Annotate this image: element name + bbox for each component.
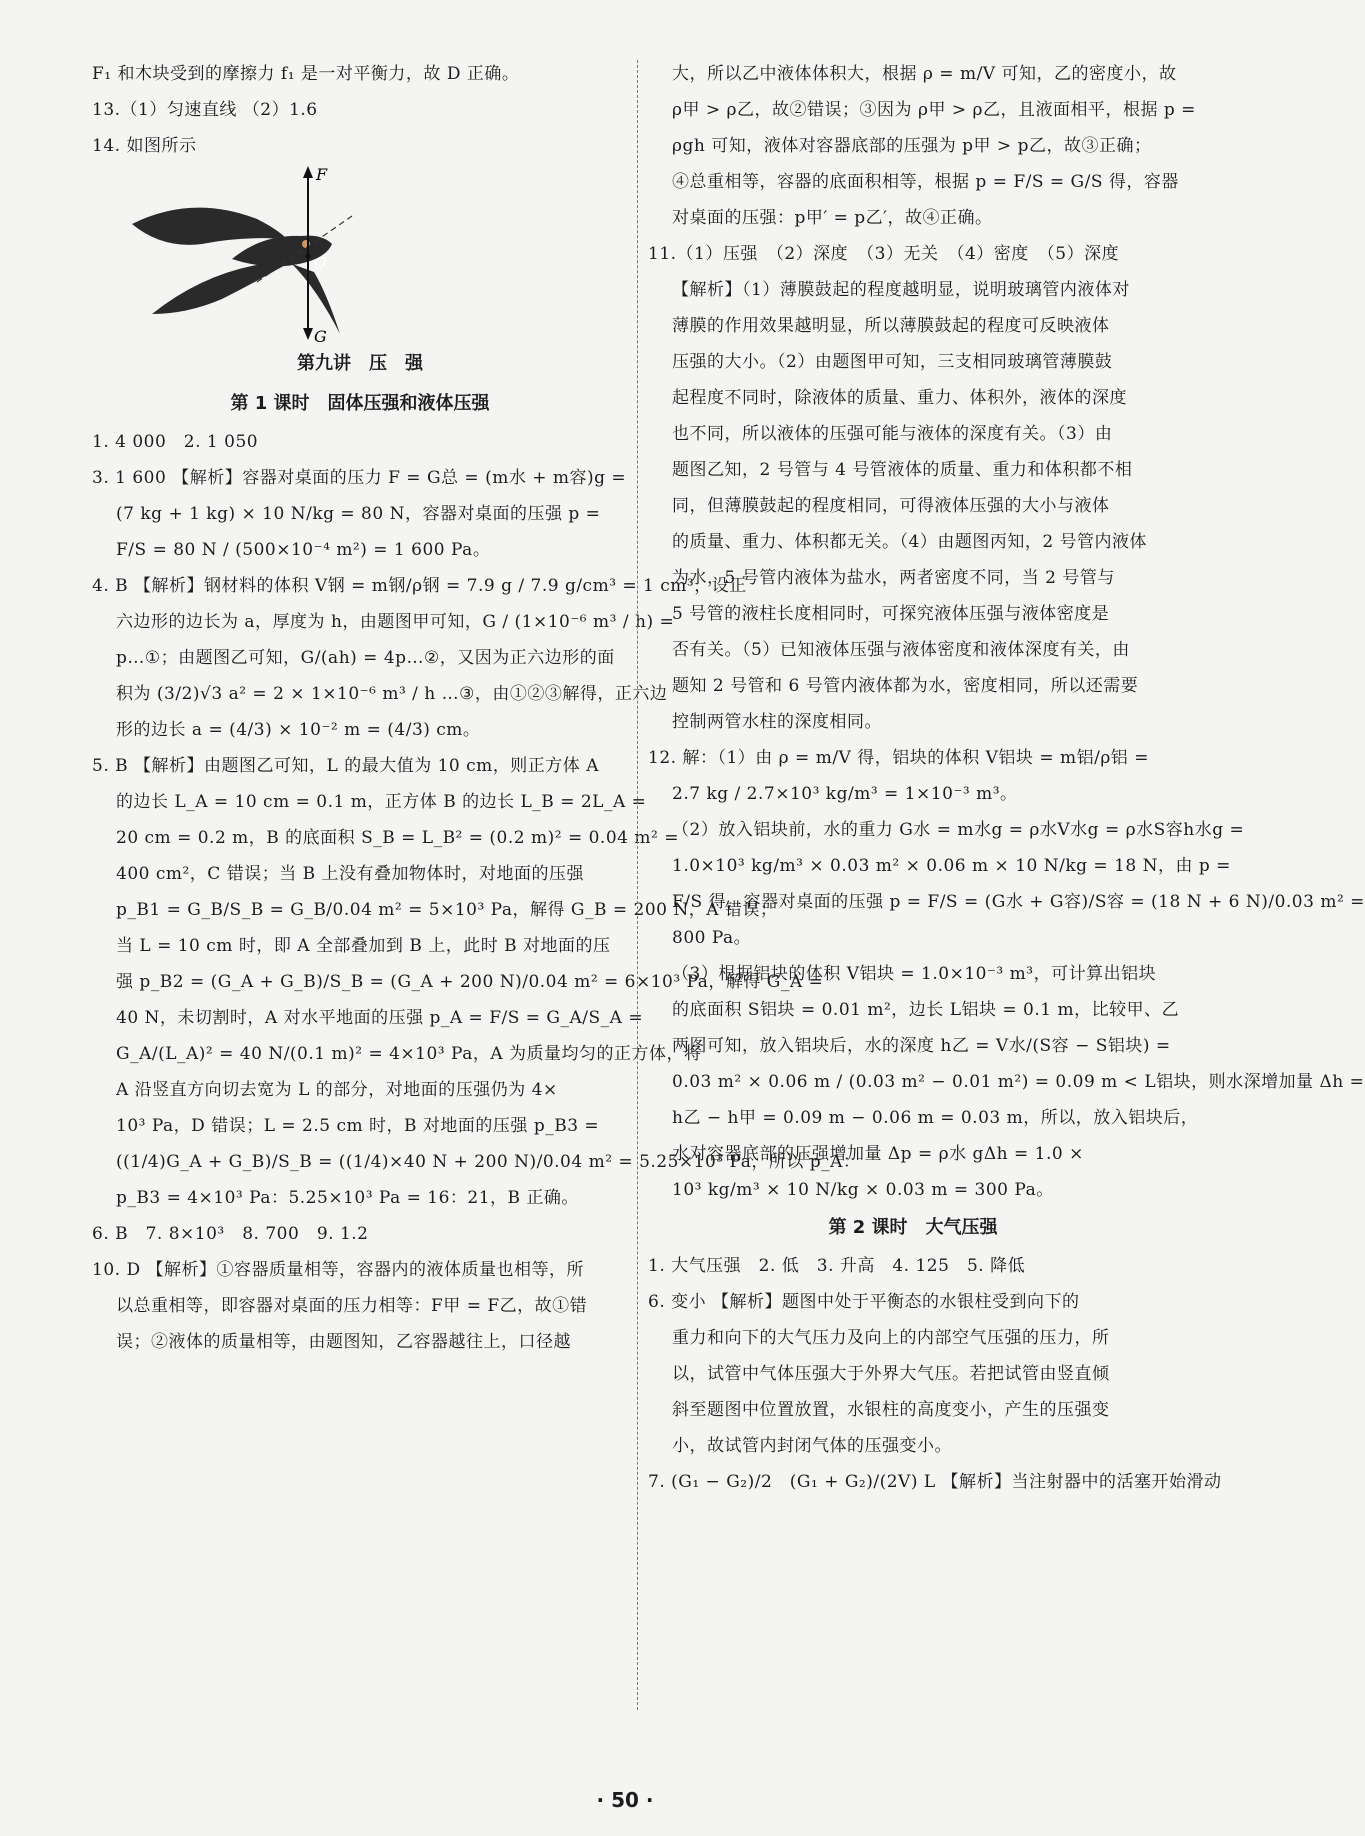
answer-line: 11.（1）压强 （2）深度 （3）无关 （4）密度 （5）深度 <box>648 244 1120 264</box>
swallow-wing-lower <box>152 263 287 314</box>
text-line: 题知 2 号管和 6 号管内液体都为水，密度相同，所以还需要 <box>672 676 1139 696</box>
text-line: ④总重相等，容器的底面积相等，根据 p = F/S = G/S 得，容器 <box>672 172 1179 192</box>
force-f-label: F <box>316 165 328 184</box>
point-o-label: O <box>314 254 327 272</box>
column-divider <box>637 60 638 1710</box>
text-line: p_B3 = 4×10³ Pa：5.25×10³ Pa = 16：21，B 正确。 <box>116 1188 579 1208</box>
text-line: 同，但薄膜鼓起的程度相同，可得液体压强的大小与液体 <box>672 496 1110 516</box>
answer-line: 13.（1）匀速直线 （2）1.6 <box>92 100 318 120</box>
section-heading: 第 1 课时 固体压强和液体压强 <box>230 393 490 414</box>
page-number: · 50 · <box>596 1788 654 1812</box>
text-line: F/S = 80 N / (500×10⁻⁴ m²) = 1 600 Pa。 <box>116 540 491 560</box>
text-line: 10³ kg/m³ × 10 N/kg × 0.03 m = 300 Pa。 <box>672 1180 1054 1200</box>
text-line: 控制两管水柱的深度相同。 <box>672 712 882 732</box>
text-line: G_A/(L_A)² = 40 N/(0.1 m)² = 4×10³ Pa，A 为质量均匀的正方体，将 <box>116 1044 702 1064</box>
force-g-label: G <box>314 327 327 346</box>
text-line: 误；②液体的质量相等，由题图知，乙容器越往上，口径越 <box>116 1332 571 1352</box>
text-line: 当 L = 10 cm 时，即 A 全部叠加到 B 上，此时 B 对地面的压 <box>116 936 611 956</box>
text-line: 400 cm²，C 错误；当 B 上没有叠加物体时，对地面的压强 <box>116 864 585 884</box>
answer-line: 3. 1 600 【解析】容器对桌面的压力 F = G总 = (m水 + m容)g = <box>92 468 627 488</box>
text-line: F/S 得，容器对桌面的压强 p = F/S = (G水 + G容)/S容 = (18 N + 6 N)/0.03 m² = <box>672 892 1365 912</box>
section-heading: 第 2 课时 大气压强 <box>828 1217 998 1238</box>
text-line: 的边长 L_A = 10 cm = 0.1 m，正方体 B 的边长 L_B = 2L_A = <box>116 792 647 812</box>
text-line: 5 号管的液柱长度相同时，可探究液体压强与液体密度是 <box>672 604 1110 624</box>
answer-line: 1. 大气压强 2. 低 3. 升高 4. 125 5. 降低 <box>648 1256 1026 1276</box>
text-line: 为水，5 号管内液体为盐水，两者密度不同，当 2 号管与 <box>672 568 1115 588</box>
text-line: （2）放入铝块前，水的重力 G水 = m水g = ρ水V水g = ρ水S容h水g = <box>672 820 1245 840</box>
text-line: 2.7 kg / 2.7×10³ kg/m³ = 1×10⁻³ m³。 <box>672 784 1018 804</box>
text-line: 薄膜的作用效果越明显，所以薄膜鼓起的程度可反映液体 <box>672 316 1110 336</box>
text-line: 以，试管中气体压强大于外界大气压。若把试管由竖直倾 <box>672 1364 1110 1384</box>
text-line: 以总重相等，即容器对桌面的压力相等：F甲 = F乙，故①错 <box>116 1296 588 1316</box>
answer-line: 6. B 7. 8×10³ 8. 700 9. 1.2 <box>92 1224 369 1244</box>
text-line: 10³ Pa，D 错误；L = 2.5 cm 时，B 对地面的压强 p_B3 = <box>116 1116 600 1136</box>
text-line: A 沿竖直方向切去宽为 L 的部分，对地面的压强仍为 4× <box>116 1080 558 1100</box>
right-column <box>648 56 1365 1500</box>
text-line: 【解析】（1）薄膜鼓起的程度越明显，说明玻璃管内液体对 <box>672 280 1130 300</box>
text-line: 也不同，所以液体的压强可能与液体的深度有关。（3）由 <box>672 424 1113 444</box>
text-line: 1.0×10³ kg/m³ × 0.03 m² × 0.06 m × 10 N/kg = 18 N，由 p = <box>672 856 1231 876</box>
text-line: 斜至题图中位置放置，水银柱的高度变小，产生的压强变 <box>672 1400 1110 1420</box>
answer-line: 10. D 【解析】①容器质量相等，容器内的液体质量也相等，所 <box>92 1260 584 1280</box>
answer-line: 1. 4 000 2. 1 050 <box>92 432 259 452</box>
answer-line: 5. B 【解析】由题图乙可知，L 的最大值为 10 cm，则正方体 A <box>92 756 599 776</box>
text-line: 0.03 m² × 0.06 m / (0.03 m² − 0.01 m²) = 0.09 m < L铝块，则水深增加量 Δh = <box>672 1072 1365 1092</box>
text-line: 800 Pa。 <box>672 928 752 948</box>
swallow-wing-upper <box>132 208 287 245</box>
text-line: 压强的大小。（2）由题图甲可知，三支相同玻璃管薄膜鼓 <box>672 352 1113 372</box>
text-line: p_B1 = G_B/S_B = G_B/0.04 m² = 5×10³ Pa，解得 G_B = 200 N，A 错误； <box>116 900 778 920</box>
answer-line: 7. (G₁ − G₂)/2 (G₁ + G₂)/(2V) L 【解析】当注射器中的活塞开始滑动 <box>648 1472 1222 1492</box>
text-line: ρ甲 > ρ乙，故②错误；③因为 ρ甲 > ρ乙，且液面相平，根据 p = <box>672 100 1196 120</box>
text-line: 的质量、重力、体积都无关。（4）由题图丙知，2 号管内液体 <box>672 532 1148 552</box>
text-line: 起程度不同时，除液体的质量、重力、体积外，液体的深度 <box>672 388 1127 408</box>
answer-line: 14. 如图所示 <box>92 136 197 156</box>
text-line: p…①；由题图乙可知，G/(ah) = 4p…②，又因为正六边形的面 <box>116 648 615 668</box>
text-line: 强 p_B2 = (G_A + G_B)/S_B = (G_A + 200 N)/0.04 m² = 6×10³ Pa，解得 G_A = <box>116 972 824 992</box>
answer-line: 6. 变小 【解析】题图中处于平衡态的水银柱受到向下的 <box>648 1292 1080 1312</box>
text-line: 六边形的边长为 a，厚度为 h，由题图甲可知，G / (1×10⁻⁶ m³ / h) = <box>116 612 675 632</box>
text-line: 20 cm = 0.2 m，B 的底面积 S_B = L_B² = (0.2 m)² = 0.04 m² = <box>116 828 679 848</box>
text-line: 重力和向下的大气压力及向上的内部空气压强的压力，所 <box>672 1328 1110 1348</box>
text-line: 的底面积 S铝块 = 0.01 m²，边长 L铝块 = 0.1 m，比较甲、乙 <box>672 1000 1180 1020</box>
text-line: 题图乙知，2 号管与 4 号管液体的质量、重力和体积都不相 <box>672 460 1133 480</box>
text-line: 对桌面的压强：p甲′ = p乙′，故④正确。 <box>672 208 993 228</box>
text-line: 小，故试管内封闭气体的压强变小。 <box>672 1436 952 1456</box>
answer-line: F₁ 和木块受到的摩擦力 f₁ 是一对平衡力，故 D 正确。 <box>92 64 520 84</box>
section-heading: 第九讲 压 强 <box>297 353 423 374</box>
text-line: 水对容器底部的压强增加量 Δp = ρ水 gΔh = 1.0 × <box>672 1144 1084 1164</box>
answer-line: 12. 解：（1）由 ρ = m/V 得，铝块的体积 V铝块 = m铝/ρ铝 = <box>648 748 1149 768</box>
text-line: （3）根据铝块的体积 V铝块 = 1.0×10⁻³ m³，可计算出铝块 <box>672 964 1157 984</box>
answer-line: 4. B 【解析】钢材料的体积 V钢 = m钢/ρ钢 = 7.9 g / 7.9 g/cm³ = 1 cm³，设正 <box>92 576 747 596</box>
text-line: 积为 (3/2)√3 a² = 2 × 1×10⁻⁶ m³ / h …③，由①②③解得，正六边 <box>116 684 668 704</box>
text-line: ((1/4)G_A + G_B)/S_B = ((1/4)×40 N + 200 N)/0.04 m² = 5.25×10³ Pa，所以 p_A： <box>116 1152 861 1172</box>
swallow-tail <box>292 264 340 334</box>
text-line: 40 N，未切割时，A 对水平地面的压强 p_A = F/S = G_A/S_A = <box>116 1008 644 1028</box>
text-line: 形的边长 a = (4/3) × 10⁻² m = (4/3) cm。 <box>116 720 481 740</box>
text-line: h乙 − h甲 = 0.09 m − 0.06 m = 0.03 m，所以，放入铝块后， <box>672 1108 1199 1128</box>
text-line: (7 kg + 1 kg) × 10 N/kg = 80 N，容器对桌面的压强 p = <box>116 504 601 524</box>
text-line: ρgh 可知，液体对容器底部的压强为 p甲 > p乙，故③正确； <box>672 136 1152 156</box>
text-line: 大，所以乙中液体体积大，根据 ρ = m/V 可知，乙的密度小，故 <box>672 64 1177 84</box>
text-line: 两图可知，放入铝块后，水的深度 h乙 = V水/(S容 − S铝块) = <box>672 1036 1171 1056</box>
text-line: 否有关。（5）已知液体压强与液体密度和液体深度有关，由 <box>672 640 1130 660</box>
swallow-force-diagram <box>92 164 628 344</box>
